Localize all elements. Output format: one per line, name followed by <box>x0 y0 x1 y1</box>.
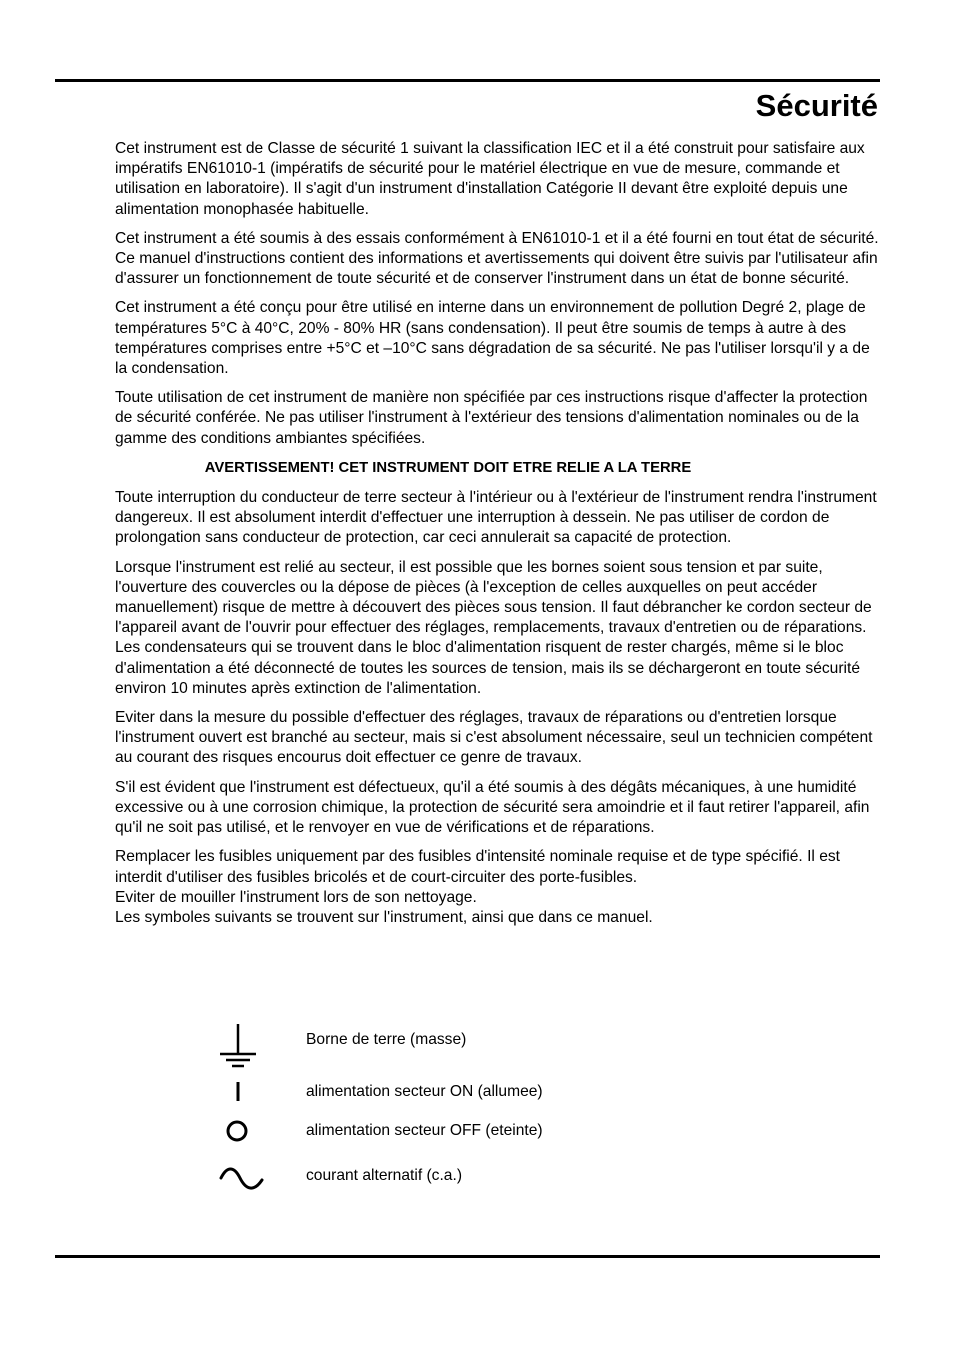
symbol-label-ac: courant alternatif (c.a.) <box>306 1167 463 1184</box>
power-on-icon <box>218 1081 258 1103</box>
paragraph: Cet instrument est de Classe de sécurité 1 suivant la classification IEC et il a été construit pour satisfaire aux impératifs EN61010-1 (impératifs de sécurité pour le matériel électrique en vue de mesure, commande et utilisation en laboratoire). Il s'agit d'un instrument d'installation Catégorie II devant être exploité depuis une alimentation monophasée habituelle. <box>115 140 865 218</box>
paragraph: Cet instrument a été soumis à des essais conformément à EN61010-1 et il a été fourni en tout état de sécurité. Ce manuel d'instructions contient des informations et avertissements qui doivent être suivis par l'utilisateur afin d'assurer un fonctionnement de toute sécurité et de conserver l'instrument dans un état de bonne sécurité. <box>115 229 879 288</box>
symbol-label-on: alimentation secteur ON (allumee) <box>306 1083 543 1100</box>
paragraph: Eviter dans la mesure du possible d'effectuer des réglages, travaux de réparations ou d'entretien lorsque l'instrument ouvert est branché au secteur, mais si c'est absolument nécessaire, seul un technicien compétent au courant des risques encourus doit effectuer ce genre de travaux. <box>115 709 873 767</box>
paragraph: S'il est évident que l'instrument est défectueux, qu'il a été soumis à des dégâts mécaniques, à une humidité excessive ou à une corrosion chimique, la protection de sécurité sera amoindrie et il faut retirer l'appareil, afin qu'il ne soit pas utilisé, et le renvoyer en vue de vérifications et de réparations. <box>115 778 870 837</box>
paragraph: Toute utilisation de cet instrument de manière non spécifiée par ces instructions risque d'affecter la protection de sécurité conférée. Ne pas utiliser l'instrument à l'extérieur des tensions d'alimentation nominales ou de la gamme des conditions ambiantes spécifiées. <box>115 389 868 447</box>
earth-warning: AVERTISSEMENT! CET INSTRUMENT DOIT ETRE RELIE A LA TERRE <box>204 459 692 476</box>
bottom-rule <box>55 1255 880 1258</box>
symbol-label-off: alimentation secteur OFF (eteinte) <box>306 1122 543 1139</box>
top-rule <box>55 79 880 82</box>
alternating-current-icon <box>218 1166 266 1194</box>
power-off-icon <box>218 1119 258 1143</box>
cleaning-instruction: Eviter de mouiller l'instrument lors de son nettoyage. <box>115 888 477 906</box>
paragraph: Cet instrument a été conçu pour être utilisé en interne dans un environnement de pollution Degré 2, plage de températures 5°C à 40°C, 20% - 80% HR (sans condensation). Il peut être soumis de temps à autre à des températures comprises entre +5°C et –10°C sans dégradation de sa sécurité. Ne pas l'utiliser lorsqu'il y a de la condensation. <box>115 299 870 378</box>
page-title: Sécurité <box>755 88 878 123</box>
symbols-intro: Les symboles suivants se trouvent sur l'instrument, ainsi que dans ce manuel. <box>115 908 653 926</box>
earth-ground-icon <box>218 1022 258 1070</box>
symbol-label-earth: Borne de terre (masse) <box>306 1031 467 1048</box>
body-content <box>115 139 881 928</box>
paragraph: Toute interruption du conducteur de terre secteur à l'intérieur ou à l'extérieur de l'instrument rendra l'instrument dangereux. Il est absolument interdit d'effectuer une interruption à dessein. Ne pas utiliser de cordon de prolongation sans conducteur de protection, car ceci annulerait sa capacité de protection. <box>115 489 877 547</box>
paragraph: Lorsque l'instrument est relié au secteur, il est possible que les bornes soient sous tension et par suite, l'ouverture des couvercles ou la dépose de pièces (à l'exception de celles auxquelles on peut accéder manuellement) risque de mettre à découvert des pièces sous tension. Il faut débrancher ke cordon secteur de l'appareil avant de l'ouvrir pour effectuer des réglages, remplacements, travaux d'entretien ou de réparations. Les condensateurs qui se trouvent dans le bloc d'alimentation risquent de rester chargés, même si le bloc d'alimentation a été déconnecté de toutes les sources de tension, mais ils se déchargeront en toute sécurité environ 10 minutes après extinction de l'alimentation. <box>115 558 872 697</box>
fuse-instruction: Remplacer les fusibles uniquement par des fusibles d'intensité nominale requise et de type spécifié. Il est interdit d'utiliser des fusibles bricolés et de court-circuiter des porte-fusibles. <box>115 848 841 886</box>
